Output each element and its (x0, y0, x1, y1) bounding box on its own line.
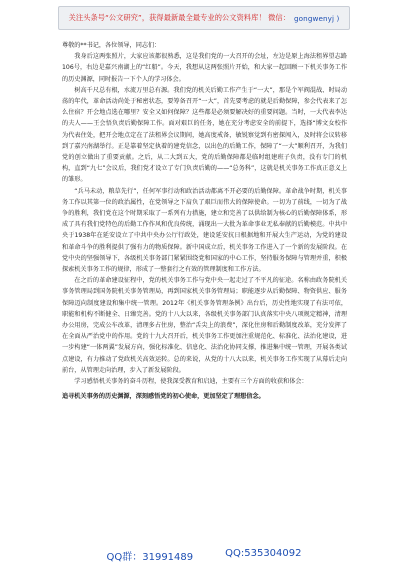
document-body (62, 40, 347, 403)
paragraph: “兵马未动，粮草先行”，任何军事行动和政治活动都离不开必要的后勤保障。革命战争时期，机关事务工作以其第一位的政治属性，在党领导之下肩负了艰巨而伟大的保障使命。一切为了前线，一切为了战争的胜利，我们党在这个时期采取了一系列有力措施，建立和完善了以供给制为核心的后勤保障体系，形成了具有我们党特色的后勤工作作风和优良传统，涌现出一大批为革命事业无私奉献的后勤模范。中共中央于1938年在延安设立了中共中央办公厅行政处，建设延安抗日根据地和开展大生产运动，为党的建设和革命斗争的胜利提供了强有力的物质保障。新中国成立后，机关事务工作进入了一个新的发展阶段。在党中央的坚强领导下，各级机关事务部门紧紧围绕党和国家的中心工作，坚持服务保障与管理并重，积极探索机关事务工作的规律，形成了一整套行之有效的管理制度和工作方法。 (62, 187, 347, 274)
paragraph: 我身后这两张照片，大家应该都很熟悉，这是我们党的一大召开的会址，左边是原上海法租界望志路106号，右边是嘉兴南湖上的“红船”。今天，我想从这两张照片开始，和大家一起回顾一下机关事务工作的历史渊源，同时报告一下个人的学习体会。 (62, 53, 347, 83)
salutation: 尊敬的**书记，各位领导，同志们： (62, 42, 161, 49)
conclusion-heading: 追寻机关事务的历史渊源，深刻感悟党的初心使命，更加坚定了理想信念。 (62, 393, 265, 401)
promo-banner-text: 关注头条号“公文研究”，获得最新最全最专业的公文资料库！ 微信： (68, 13, 290, 22)
qq-group: QQ群：31991489 (106, 552, 194, 563)
qq-number: QQ:535304092 (225, 548, 302, 559)
promo-banner-note: gongwenyj ) (294, 13, 340, 23)
promo-banner (58, 6, 350, 30)
paragraph: 树高千尺总有根，水流万里总有源。我们党的机关后勤工作产生于“一大”，那是个军阀混战、时局动荡的年代，革命活动尚处于秘密状态，要筹备召开“一大”，首先要考虑的就是后勤保障，参会代表来了怎么住宿？开会地点选在哪里？安全又如何保障？这些都是必须要解决好的重要问题。当时，一大代表李达的夫人——王会悟负责后勤保障工作。面对艰巨的任务，她在充分考虑安全的前提下，选择“博文女校作为代表住处，把开会地点定在了法租界会议期间，她高度戒备，敏锐察觉到有密探闯入，及时将会议转移到了嘉兴南湖举行。正是靠着坚定执着的建党信念，以出色的后勤工作，保障了“一大”顺利召开，为我们党的创立做出了重要贡献。之后，从二大到五大，党的后勤保障都是临时组建班子负责，没有专门的机构，直到“九七”会议后，我们党才设立了专门负责后勤的——“总务科”，这就是机关事务工作真正意义上的雏形。 (62, 86, 347, 184)
paragraph: 学习感悟机关事务的奋斗历程，使我深受教育和启迪，主要有三个方面的收获和体会： (74, 378, 308, 386)
paragraph: 在之后的革命建设征程中，党的机关事务工作与党中央一起走过了不平凡的征途。名称由政务院机关事务管理局到国务院机关事务管理局，再到国家机关事务管理局；职能逐步从后勤保障、物资供应、服务保障迈向制度建设和集中统一管理。2012年《机关事务管理条例》出台后，历史性地实现了有法可依，职能和机构不断健全、日臻完善。党的十八大以来，各级机关事务部门认真落实中央八项规定精神，清理办公用房，完成公车改革，清理多占住房，整治“舌尖上的浪费”，深化住房和后勤制度改革，充分发挥了在全面从严治党中的作用。党的十九大召开后，机关事务工作更加注重规范化、标准化、法治化建设，进一步构建“一体两翼”发展方向，强化标准化、信息化、法治化协同支撑，推进集中统一管理，开展各类试点建设，有力推动了党政机关高效运转。总的来说，从党的十八大以来，机关事务工作实现了从幕后走向前台，从管理走向治理，步入了新发展阶段。 (62, 277, 347, 374)
contact-footer (0, 548, 408, 563)
